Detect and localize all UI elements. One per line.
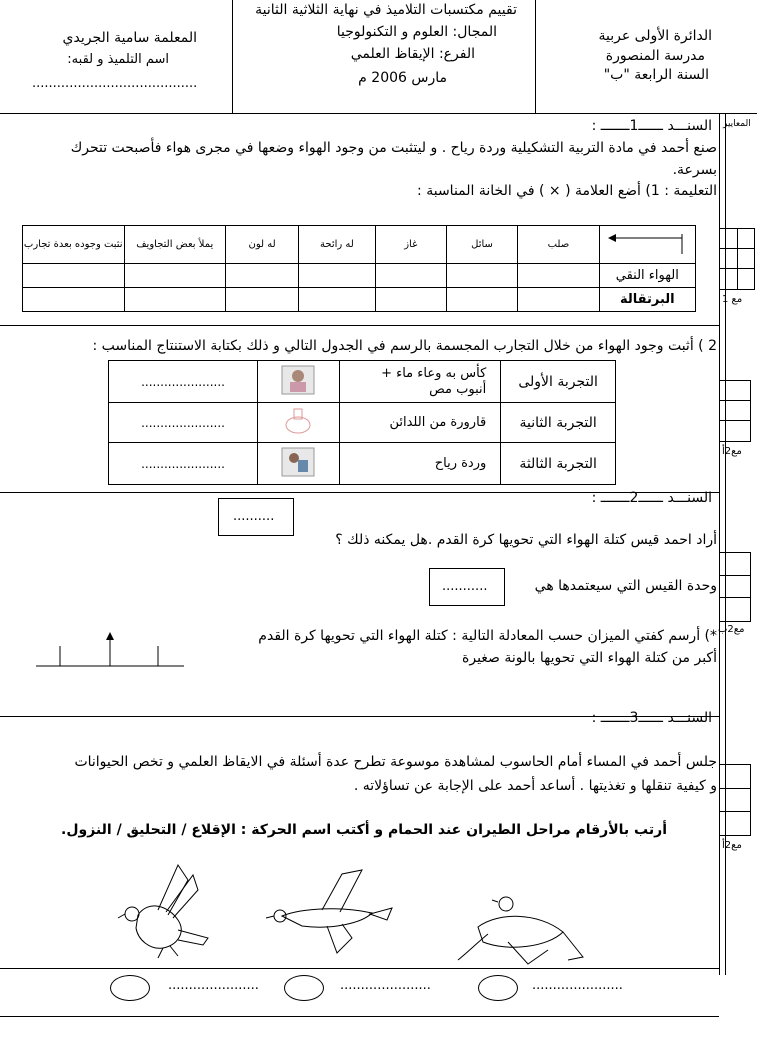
s1-text-1: صنع أحمد في مادة التربية التشكيلية وردة رياح . و ليتثبت من وجود الهواء وضعها في مجرى هواء فأصبحت تتحرك (70, 140, 717, 156)
s1-title: السنـــد ــــــ1ـــــــ : (591, 118, 712, 134)
header-liquid: سائل (446, 226, 517, 264)
answer-line-1[interactable]: ...................... (168, 978, 259, 993)
s3-text-2: و كيفية تنقلها و تغذيتها . أساعد أحمد على الإجابة عن تساؤلاته . (353, 778, 717, 794)
criteria-grid-2 (719, 380, 751, 442)
experiment-desc: قارورة من اللدائن (339, 403, 501, 443)
s3-title: السنـــد ــــــ3ـــــــ : (591, 710, 712, 726)
experiment-image (258, 443, 340, 485)
criteria-header: المعايير (723, 119, 751, 129)
header-smell: له رائحة (299, 226, 375, 264)
s3-text-1: جلس أحمد في المساء أمام الحاسوب لمشاهدة موسوعة تطرح عدة أسئلة في الايقاظ العلمي و تخص الحيوانات (74, 754, 717, 770)
bird-gliding-icon (262, 868, 402, 958)
table-cell[interactable] (23, 264, 125, 288)
experiment-desc-line: كأس به وعاء ماء + (381, 365, 487, 381)
criteria-grid-1 (719, 228, 755, 290)
header-proof: نثبت وجوده بعدة تجارب (23, 226, 125, 264)
header-school: مدرسة المنصورة (605, 48, 705, 64)
answer-box-2[interactable] (429, 568, 505, 606)
table-cell[interactable] (375, 264, 446, 288)
pinwheel-icon (280, 446, 316, 478)
experiment-image (258, 403, 340, 443)
bottle-icon (280, 405, 316, 437)
order-circle-2[interactable] (284, 975, 324, 1001)
s1-text-2: بسرعة. (672, 162, 717, 178)
header-date: مارس 2006 م (358, 70, 447, 86)
header-fills: يملأ بعض التجاويف (124, 226, 225, 264)
properties-table (22, 225, 696, 312)
bird-landing-icon (108, 860, 228, 960)
header-solid: صلب (518, 226, 599, 264)
table-corner-cell (599, 226, 695, 264)
table-cell[interactable] (446, 264, 517, 288)
row-label-orange: البرتقالة (599, 288, 695, 312)
header-color: له لون (225, 226, 298, 264)
header-student-label: اسم التلميذ و لقبه: (67, 52, 169, 67)
experiment-answer[interactable]: ...................... (109, 403, 258, 443)
order-circle-1[interactable] (110, 975, 150, 1001)
table-cell[interactable] (446, 288, 517, 312)
criteria-label-2: مع2أ (722, 446, 742, 457)
experiment-desc-line: أنبوب مص (429, 381, 487, 397)
experiments-table (108, 360, 616, 485)
s3-instruction: أرتب بالأرقام مراحل الطيران عند الحمام و أكتب اسم الحركة : الإقلاع / التحليق / النزول. (61, 822, 667, 838)
header-title: تقييم مكتسبات التلاميذ في نهاية الثلاثية الثانية (255, 2, 517, 18)
table-cell[interactable] (225, 264, 298, 288)
criteria-grid-4 (719, 764, 751, 836)
answer-line-2[interactable]: ...................... (340, 978, 431, 993)
experiment-name: التجربة الثالثة (501, 443, 616, 485)
table-cell[interactable] (299, 264, 375, 288)
experiment-answer[interactable]: ...................... (109, 443, 258, 485)
answer-box-2-dots: ........... (442, 579, 488, 594)
s2-q2: وحدة القيس التي سيعتمدها هي (534, 578, 717, 594)
s2-title: السنـــد ــــــ2ـــــــ : (591, 490, 712, 506)
experiment-desc (339, 361, 501, 403)
header-class: السنة الرابعة "ب" (603, 67, 709, 83)
header-teacher: المعلمة سامية الجريدي (62, 30, 197, 46)
header-branch: الفرع: الإيقاظ العلمي (350, 46, 475, 62)
table-cell[interactable] (518, 288, 599, 312)
experiment-name: التجربة الثانية (501, 403, 616, 443)
experiment-answer[interactable]: ...................... (109, 361, 258, 403)
experiment-desc: وردة رياح (339, 443, 501, 485)
s2-q3a: *) أرسم كفتي الميزان حسب المعادلة التالية : كتلة الهواء التي تحويها كرة القدم (258, 628, 717, 644)
table-cell[interactable] (375, 288, 446, 312)
answer-box-1[interactable] (218, 498, 294, 536)
table-cell[interactable] (23, 288, 125, 312)
s2-q3b: أكبر من كتلة الهواء التي تحويها بالونة صغيرة (462, 650, 717, 666)
header-gas: غاز (375, 226, 446, 264)
header-student-line[interactable]: ........................................ (32, 76, 198, 91)
table-cell[interactable] (299, 288, 375, 312)
arrow-icon (602, 228, 692, 258)
s1-q2: 2 ) أثبت وجود الهواء من خلال التجارب المجسمة بالرسم في الجدول التالي و ذلك بكتابة الاستنتاج المناسب : (92, 338, 717, 354)
table-cell[interactable] (124, 264, 225, 288)
experiment-name: التجربة الأولى (501, 361, 616, 403)
header-domain: المجال: العلوم و التكنولوجيا (336, 24, 497, 40)
answer-box-1-dots: .......... (233, 509, 275, 524)
s2-q1: أراد احمد قيس كتلة الهواء التي تحويها كرة القدم .هل يمكنه ذلك ؟ (335, 532, 717, 548)
table-cell[interactable] (124, 288, 225, 312)
table-cell[interactable] (225, 288, 298, 312)
header-district: الدائرة الأولى عربية (598, 28, 712, 44)
experiment-image (258, 361, 340, 403)
table-cell[interactable] (518, 264, 599, 288)
bird-takeoff-icon (448, 872, 588, 972)
criteria-label-3: مع2ب (718, 624, 745, 635)
balance-scale-icon (34, 630, 186, 672)
criteria-label-4: مع2أ (722, 840, 742, 851)
s1-instruction: التعليمة : 1) أضع العلامة ( × ) في الخانة المناسبة : (417, 183, 717, 199)
row-label-air: الهواء النقي (599, 264, 695, 288)
criteria-label-1: مع 1 (722, 294, 743, 305)
criteria-grid-3 (719, 552, 751, 622)
order-circle-3[interactable] (478, 975, 518, 1001)
answer-line-3[interactable]: ...................... (532, 978, 623, 993)
experiment-drawing-icon (280, 364, 316, 396)
